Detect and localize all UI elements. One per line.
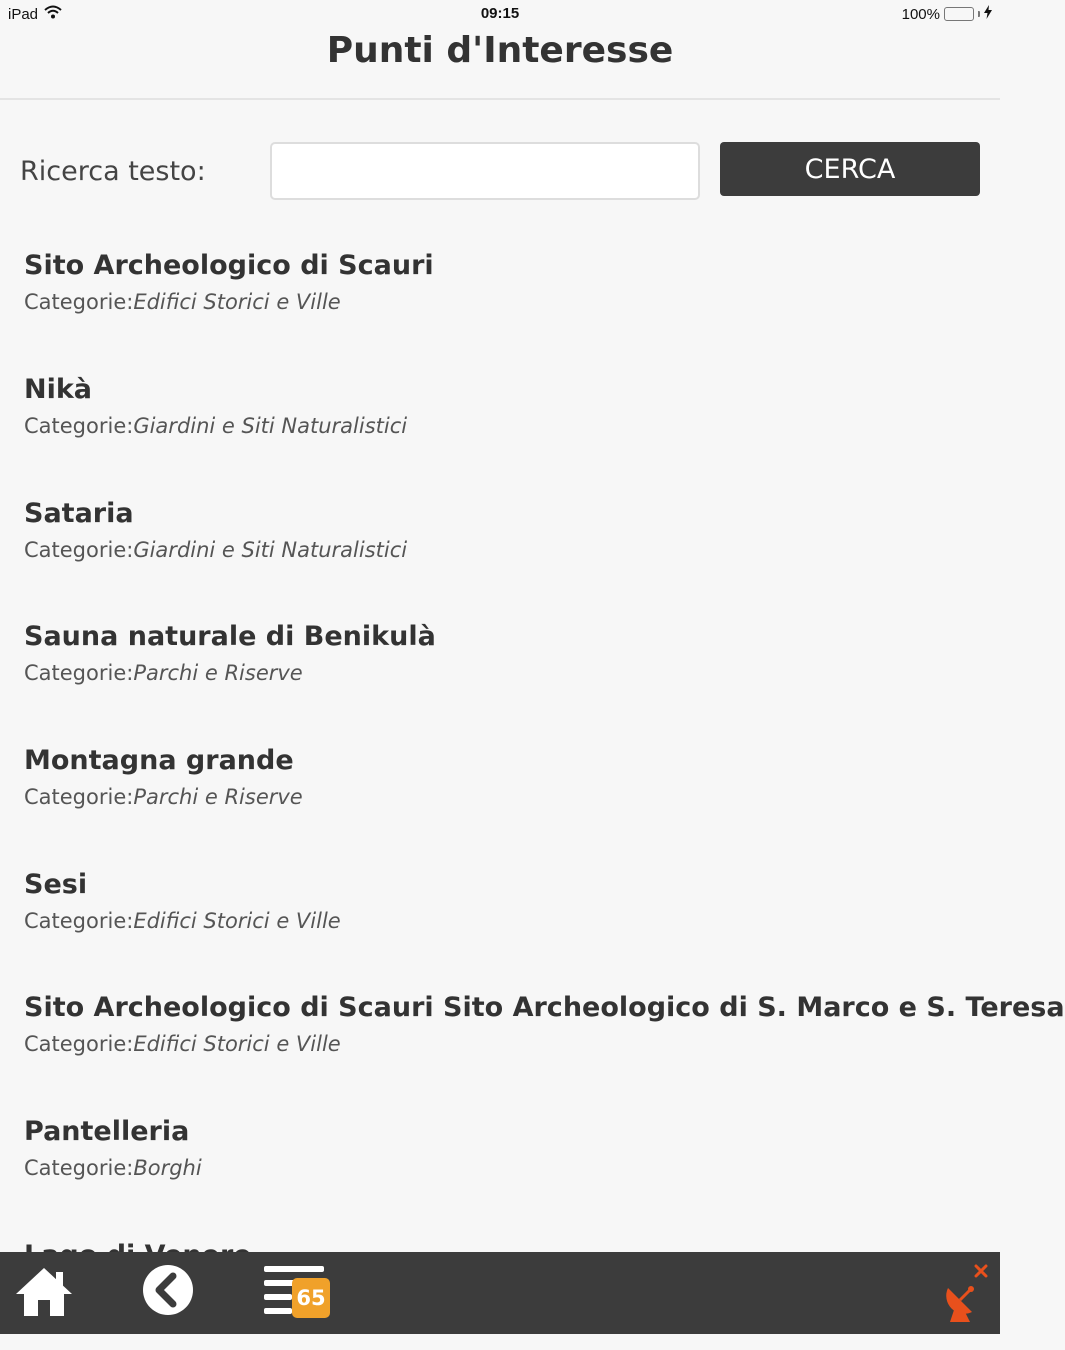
category-value: Borghi (133, 1156, 202, 1180)
list-item[interactable] (24, 611, 984, 731)
page-title: Punti d'Interesse (326, 30, 674, 71)
chevron-left-icon (140, 1264, 196, 1320)
list-item[interactable] (24, 859, 984, 979)
poi-category (24, 909, 341, 933)
poi-name: Montagna grande (24, 745, 294, 776)
poi-name: Sauna naturale di Benikulà (24, 621, 436, 652)
radar-dish-icon (940, 1262, 992, 1326)
search-label: Ricerca testo: (20, 156, 206, 187)
category-value: Edifici Storici e Ville (133, 909, 341, 933)
category-prefix: Categorie: (24, 1156, 134, 1180)
category-value: Edifici Storici e Ville (133, 1032, 341, 1056)
status-bar (0, 0, 1000, 26)
category-prefix: Categorie: (24, 785, 134, 809)
category-prefix: Categorie: (24, 661, 134, 685)
category-prefix: Categorie: (24, 414, 134, 438)
list-item[interactable] (24, 364, 984, 484)
category-value: Parchi e Riserve (133, 661, 303, 685)
device-name: iPad (8, 5, 39, 23)
list-item[interactable] (24, 488, 984, 608)
search-button[interactable]: CERCA (720, 142, 980, 196)
list-item[interactable] (24, 1106, 984, 1226)
poi-name: Sito Archeologico di Scauri (24, 250, 434, 281)
poi-name: Nikà (24, 374, 93, 405)
battery-tip (978, 11, 980, 17)
poi-category (24, 1156, 202, 1180)
category-value: Edifici Storici e Ville (133, 290, 341, 314)
poi-name: Sito Archeologico di Scauri Sito Archeologico di S. Marco e S. Teresa (24, 992, 1065, 1023)
category-prefix: Categorie: (24, 909, 134, 933)
list-button[interactable] (262, 1264, 334, 1326)
poi-category (24, 785, 303, 809)
list-item[interactable] (24, 982, 1065, 1102)
poi-name: Pantelleria (24, 1116, 190, 1147)
header (0, 26, 1000, 100)
poi-name: Sesi (24, 869, 88, 900)
search-input[interactable] (270, 142, 700, 200)
poi-name: Sataria (24, 498, 134, 529)
list-item[interactable] (24, 240, 984, 360)
status-right (902, 5, 992, 23)
category-value: Giardini e Siti Naturalistici (133, 538, 408, 562)
home-button[interactable] (14, 1264, 74, 1324)
bottom-toolbar (0, 1252, 1000, 1334)
status-time: 09:15 (480, 5, 520, 22)
list-count-badge: 65 (292, 1278, 330, 1318)
category-value: Parchi e Riserve (133, 785, 303, 809)
category-prefix: Categorie: (24, 290, 134, 314)
category-value: Giardini e Siti Naturalistici (133, 414, 408, 438)
poi-category (24, 1032, 341, 1056)
poi-list (0, 240, 1065, 1252)
poi-category (24, 414, 407, 438)
battery-icon (944, 7, 974, 21)
poi-category (24, 538, 407, 562)
radar-button[interactable] (940, 1262, 992, 1326)
battery-percent: 100% (901, 5, 940, 23)
back-button[interactable] (140, 1264, 196, 1320)
list-item[interactable] (24, 735, 984, 855)
category-prefix: Categorie: (24, 1032, 134, 1056)
charging-icon (984, 5, 992, 23)
home-icon (14, 1264, 74, 1320)
poi-category (24, 290, 341, 314)
category-prefix: Categorie: (24, 538, 134, 562)
poi-category (24, 661, 303, 685)
